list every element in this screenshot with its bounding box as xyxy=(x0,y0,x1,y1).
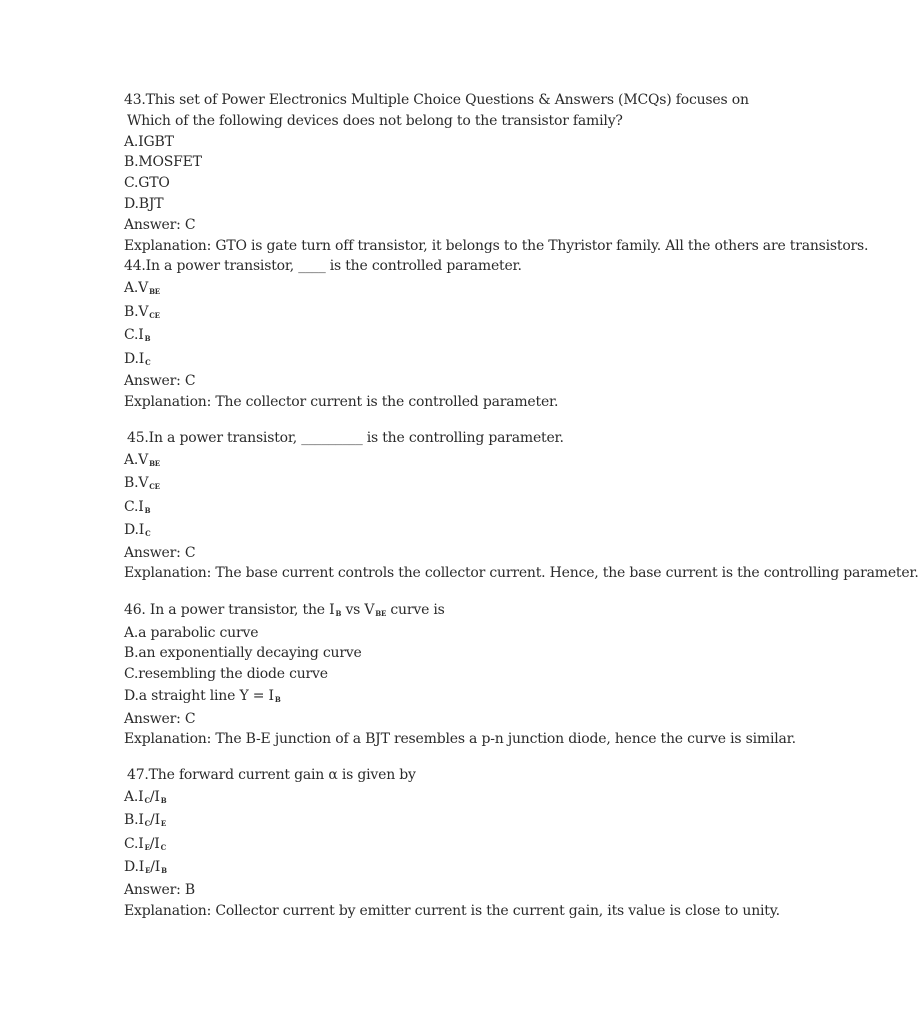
option-text: /I xyxy=(150,859,161,876)
question-45-option-b xyxy=(124,472,658,496)
title-text: curve is xyxy=(386,602,445,619)
question-47-option-c xyxy=(124,833,658,857)
question-47-explanation: Explanation: Collector current by emitter current is the current gain, its value is close to unity. xyxy=(124,902,780,919)
question-47-option-b xyxy=(124,809,658,833)
question-47-option-a xyxy=(124,786,658,810)
question-45-title: 45.In a power transistor, _________ is the controlling parameter. xyxy=(127,429,564,446)
option-subscript: B xyxy=(160,795,167,805)
question-43-option-c: C.GTO xyxy=(124,175,170,192)
option-subscript: CE xyxy=(149,482,160,492)
question-44-option-c xyxy=(124,324,658,348)
option-text: C.I xyxy=(124,327,144,344)
question-43-title: 43.This set of Power Electronics Multiple Choice Questions & Answers (MCQs) focuses on xyxy=(124,92,749,108)
option-subscript: CE xyxy=(149,310,160,320)
mcq-text-column xyxy=(124,90,919,922)
option-text: A.V xyxy=(124,451,149,468)
option-text: D.I xyxy=(124,350,145,367)
question-44-option-b xyxy=(124,301,658,325)
option-subscript: C xyxy=(144,795,150,805)
question-46-option-c: C.resembling the diode curve xyxy=(124,666,328,683)
option-subscript: BE xyxy=(149,458,160,468)
question-43-option-a: A.IGBT xyxy=(124,133,174,150)
option-text: C.I xyxy=(124,835,144,852)
option-text: B.I xyxy=(124,812,144,829)
option-subscript: C xyxy=(145,357,151,367)
question-46-option-a: A.a parabolic curve xyxy=(124,624,259,641)
question-43-answer: Answer: C xyxy=(124,216,196,233)
option-text: D.a straight line Y = I xyxy=(124,688,274,705)
option-subscript: B xyxy=(274,695,281,705)
question-46-option-b: B.an exponentially decaying curve xyxy=(124,645,362,662)
option-text: B.V xyxy=(124,303,149,320)
option-subscript: B xyxy=(161,866,167,876)
question-44-option-d xyxy=(124,348,658,372)
question-45-option-d xyxy=(124,519,658,543)
question-45-explanation: Explanation: The base current controls the collector current. Hence, the base current is the controlling parameter. xyxy=(124,565,919,582)
option-text: /I xyxy=(149,835,160,852)
title-subscript: BE xyxy=(375,609,387,619)
question-46-explanation: Explanation: The B-E junction of a BJT resembles a p-n junction diode, hence the curve is similar. xyxy=(124,731,796,748)
option-subscript: B xyxy=(144,505,151,515)
question-43-option-b: B.MOSFET xyxy=(124,154,202,171)
option-subscript: E xyxy=(144,842,150,852)
option-text: /I xyxy=(149,788,160,805)
option-subscript: C xyxy=(144,819,151,829)
option-text: A.I xyxy=(124,788,144,805)
option-text: D.I xyxy=(124,522,145,539)
question-44-option-a xyxy=(124,277,658,301)
title-text: vs V xyxy=(341,602,375,619)
question-47-answer: Answer: B xyxy=(124,881,195,898)
question-43-option-d: D.BJT xyxy=(124,195,164,212)
title-subscript: B xyxy=(335,609,342,619)
option-subscript: E xyxy=(160,819,167,829)
question-44-explanation: Explanation: The collector current is the controlled parameter. xyxy=(124,393,559,410)
question-43-title-cont: Which of the following devices does not belong to the transistor family? xyxy=(127,112,623,129)
option-subscript: C xyxy=(160,842,166,852)
question-44-title: 44.In a power transistor, ____ is the controlled parameter. xyxy=(124,258,522,275)
question-44-answer: Answer: C xyxy=(124,373,196,390)
title-text: 46. In a power transistor, the I xyxy=(124,602,335,619)
question-45-option-c xyxy=(124,496,658,520)
question-45-answer: Answer: C xyxy=(124,544,196,561)
question-47-title: 47.The forward current gain α is given by xyxy=(127,767,416,784)
option-subscript: C xyxy=(145,529,151,539)
option-subscript: BE xyxy=(149,287,160,297)
option-text: /I xyxy=(150,812,160,829)
question-46-answer: Answer: C xyxy=(124,710,196,727)
question-43-explanation: Explanation: GTO is gate turn off transistor, it belongs to the Thyristor family. All the others are transistors. xyxy=(124,237,869,254)
option-text: C.I xyxy=(124,498,144,515)
option-text: B.V xyxy=(124,475,149,492)
option-subscript: B xyxy=(144,334,151,344)
question-45-option-a xyxy=(124,449,658,473)
option-text: D.I xyxy=(124,859,145,876)
question-47-option-d xyxy=(124,856,658,880)
question-46-option-d xyxy=(124,685,658,709)
option-subscript: E xyxy=(145,866,151,876)
option-text: A.V xyxy=(124,280,149,297)
question-46-title xyxy=(124,599,658,623)
